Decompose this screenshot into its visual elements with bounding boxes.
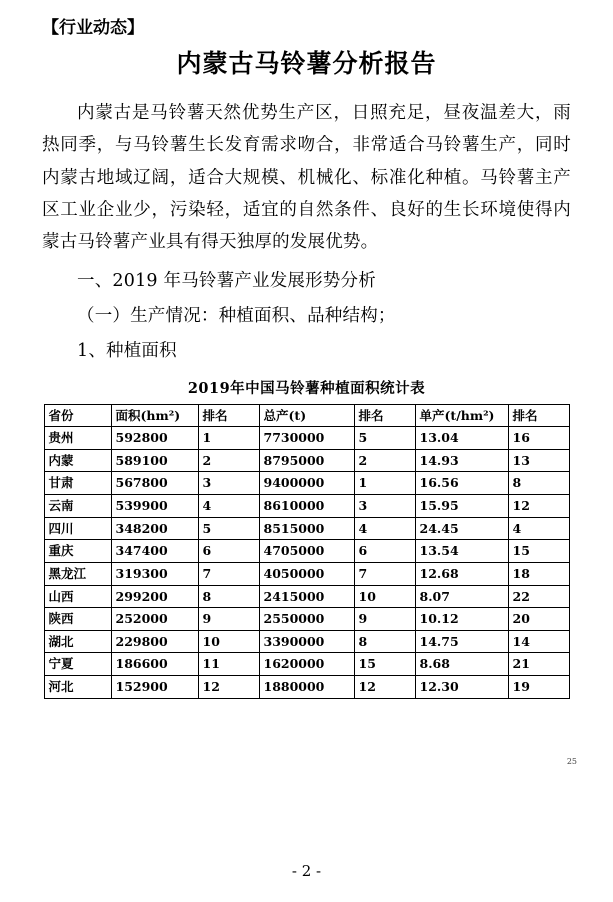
- cell-yield: 24.45: [415, 517, 508, 540]
- cell-area: 299200: [111, 585, 198, 608]
- cell-total: 3390000: [259, 630, 354, 653]
- table-header-row: [44, 404, 569, 427]
- table-side-mark: 25: [566, 757, 577, 766]
- cell-total: 1880000: [259, 676, 354, 699]
- cell-rank-yield: 8: [508, 472, 569, 495]
- cell-rank-yield: 13: [508, 449, 569, 472]
- category-tag: 【行业动态】: [42, 18, 144, 38]
- cell-rank-yield: 19: [508, 676, 569, 699]
- table-row: [44, 517, 569, 540]
- cell-rank-total: 12: [354, 676, 415, 699]
- page-number: - 2 -: [291, 862, 322, 880]
- table-row: [44, 495, 569, 518]
- cell-province: 四川: [44, 517, 111, 540]
- cell-rank-total: 8: [354, 630, 415, 653]
- cell-yield: 16.56: [415, 472, 508, 495]
- cell-province: 重庆: [44, 540, 111, 563]
- cell-total: 7730000: [259, 427, 354, 450]
- cell-province: 黑龙江: [44, 562, 111, 585]
- cell-area: 152900: [111, 676, 198, 699]
- cell-total: 2550000: [259, 608, 354, 631]
- column-header-rank-total: 排名: [354, 404, 415, 427]
- column-header-province: 省份: [44, 404, 111, 427]
- cell-province: 甘肃: [44, 472, 111, 495]
- cell-total: 9400000: [259, 472, 354, 495]
- cell-rank-area: 5: [198, 517, 259, 540]
- column-header-rank-area: 排名: [198, 404, 259, 427]
- cell-total: 8795000: [259, 449, 354, 472]
- section-heading-3: 1、种植面积: [77, 341, 177, 362]
- cell-province: 云南: [44, 495, 111, 518]
- cell-rank-area: 10: [198, 630, 259, 653]
- column-header-area: 面积(hm²): [111, 404, 198, 427]
- cell-rank-area: 8: [198, 585, 259, 608]
- cell-rank-area: 6: [198, 540, 259, 563]
- cell-rank-total: 3: [354, 495, 415, 518]
- cell-total: 4050000: [259, 562, 354, 585]
- table-row: [44, 449, 569, 472]
- cell-rank-yield: 12: [508, 495, 569, 518]
- cell-area: 252000: [111, 608, 198, 631]
- cell-area: 589100: [111, 449, 198, 472]
- cell-rank-yield: 16: [508, 427, 569, 450]
- cell-total: 4705000: [259, 540, 354, 563]
- cell-province: 山西: [44, 585, 111, 608]
- cell-rank-yield: 20: [508, 608, 569, 631]
- cell-rank-yield: 4: [508, 517, 569, 540]
- cell-rank-area: 11: [198, 653, 259, 676]
- cell-rank-total: 15: [354, 653, 415, 676]
- cell-rank-area: 7: [198, 562, 259, 585]
- cell-rank-yield: 15: [508, 540, 569, 563]
- table-row: [44, 676, 569, 699]
- cell-province: 湖北: [44, 630, 111, 653]
- cell-yield: 8.68: [415, 653, 508, 676]
- cell-area: 592800: [111, 427, 198, 450]
- table-row: [44, 608, 569, 631]
- cell-province: 贵州: [44, 427, 111, 450]
- column-header-yield: 单产(t/hm²): [415, 404, 508, 427]
- cell-rank-total: 4: [354, 517, 415, 540]
- table-caption: 2019年中国马铃薯种植面积统计表: [187, 379, 426, 397]
- cell-area: 186600: [111, 653, 198, 676]
- section-heading-1: 一、2019 年马铃薯产业发展形势分析: [77, 270, 376, 291]
- column-header-rank-yield: 排名: [508, 404, 569, 427]
- cell-rank-total: 6: [354, 540, 415, 563]
- cell-area: 348200: [111, 517, 198, 540]
- cell-area: 539900: [111, 495, 198, 518]
- cell-area: 319300: [111, 562, 198, 585]
- table-body: [44, 427, 569, 699]
- cell-yield: 14.93: [415, 449, 508, 472]
- body-paragraph-1: 内蒙古是马铃薯天然优势生产区，日照充足，昼夜温差大，雨热同季，与马铃薯生长发育需求吻合，非常适合马铃薯生产，同时内蒙古地域辽阔，适合大规模、机械化、标准化种植。马铃薯主产区工业企业少，污染轻，适宜的自然条件、良好的生长环境使得内蒙古马铃薯产业具有得天独厚的发展优势。: [42, 102, 571, 253]
- cell-province: 内蒙: [44, 449, 111, 472]
- cell-rank-total: 5: [354, 427, 415, 450]
- cell-yield: 13.04: [415, 427, 508, 450]
- cell-yield: 12.68: [415, 562, 508, 585]
- cell-rank-area: 4: [198, 495, 259, 518]
- cell-rank-yield: 22: [508, 585, 569, 608]
- cell-rank-total: 1: [354, 472, 415, 495]
- cell-yield: 15.95: [415, 495, 508, 518]
- table-row: [44, 472, 569, 495]
- section-heading-2: （一）生产情况：种植面积、品种结构；: [77, 306, 396, 327]
- cell-total: 2415000: [259, 585, 354, 608]
- cell-area: 567800: [111, 472, 198, 495]
- cell-rank-area: 12: [198, 676, 259, 699]
- cell-rank-area: 2: [198, 449, 259, 472]
- cell-province: 陕西: [44, 608, 111, 631]
- cell-rank-yield: 21: [508, 653, 569, 676]
- cell-rank-area: 1: [198, 427, 259, 450]
- table-row: [44, 427, 569, 450]
- cell-rank-area: 9: [198, 608, 259, 631]
- cell-area: 347400: [111, 540, 198, 563]
- cell-province: 宁夏: [44, 653, 111, 676]
- cell-yield: 12.30: [415, 676, 508, 699]
- table-row: [44, 562, 569, 585]
- cell-rank-total: 10: [354, 585, 415, 608]
- table-row: [44, 653, 569, 676]
- cell-total: 8515000: [259, 517, 354, 540]
- cell-area: 229800: [111, 630, 198, 653]
- cell-rank-total: 7: [354, 562, 415, 585]
- cell-rank-area: 3: [198, 472, 259, 495]
- page-title: 内蒙古马铃薯分析报告: [176, 49, 437, 79]
- cell-rank-yield: 18: [508, 562, 569, 585]
- cell-rank-total: 2: [354, 449, 415, 472]
- cell-yield: 14.75: [415, 630, 508, 653]
- cell-rank-yield: 14: [508, 630, 569, 653]
- table-row: [44, 630, 569, 653]
- cell-total: 8610000: [259, 495, 354, 518]
- table-row: [44, 540, 569, 563]
- cell-yield: 10.12: [415, 608, 508, 631]
- cell-total: 1620000: [259, 653, 354, 676]
- table-row: [44, 585, 569, 608]
- cell-province: 河北: [44, 676, 111, 699]
- cell-yield: 13.54: [415, 540, 508, 563]
- potato-area-table: [44, 404, 570, 699]
- column-header-total: 总产(t): [259, 404, 354, 427]
- cell-yield: 8.07: [415, 585, 508, 608]
- table-container: [42, 377, 577, 766]
- cell-rank-total: 9: [354, 608, 415, 631]
